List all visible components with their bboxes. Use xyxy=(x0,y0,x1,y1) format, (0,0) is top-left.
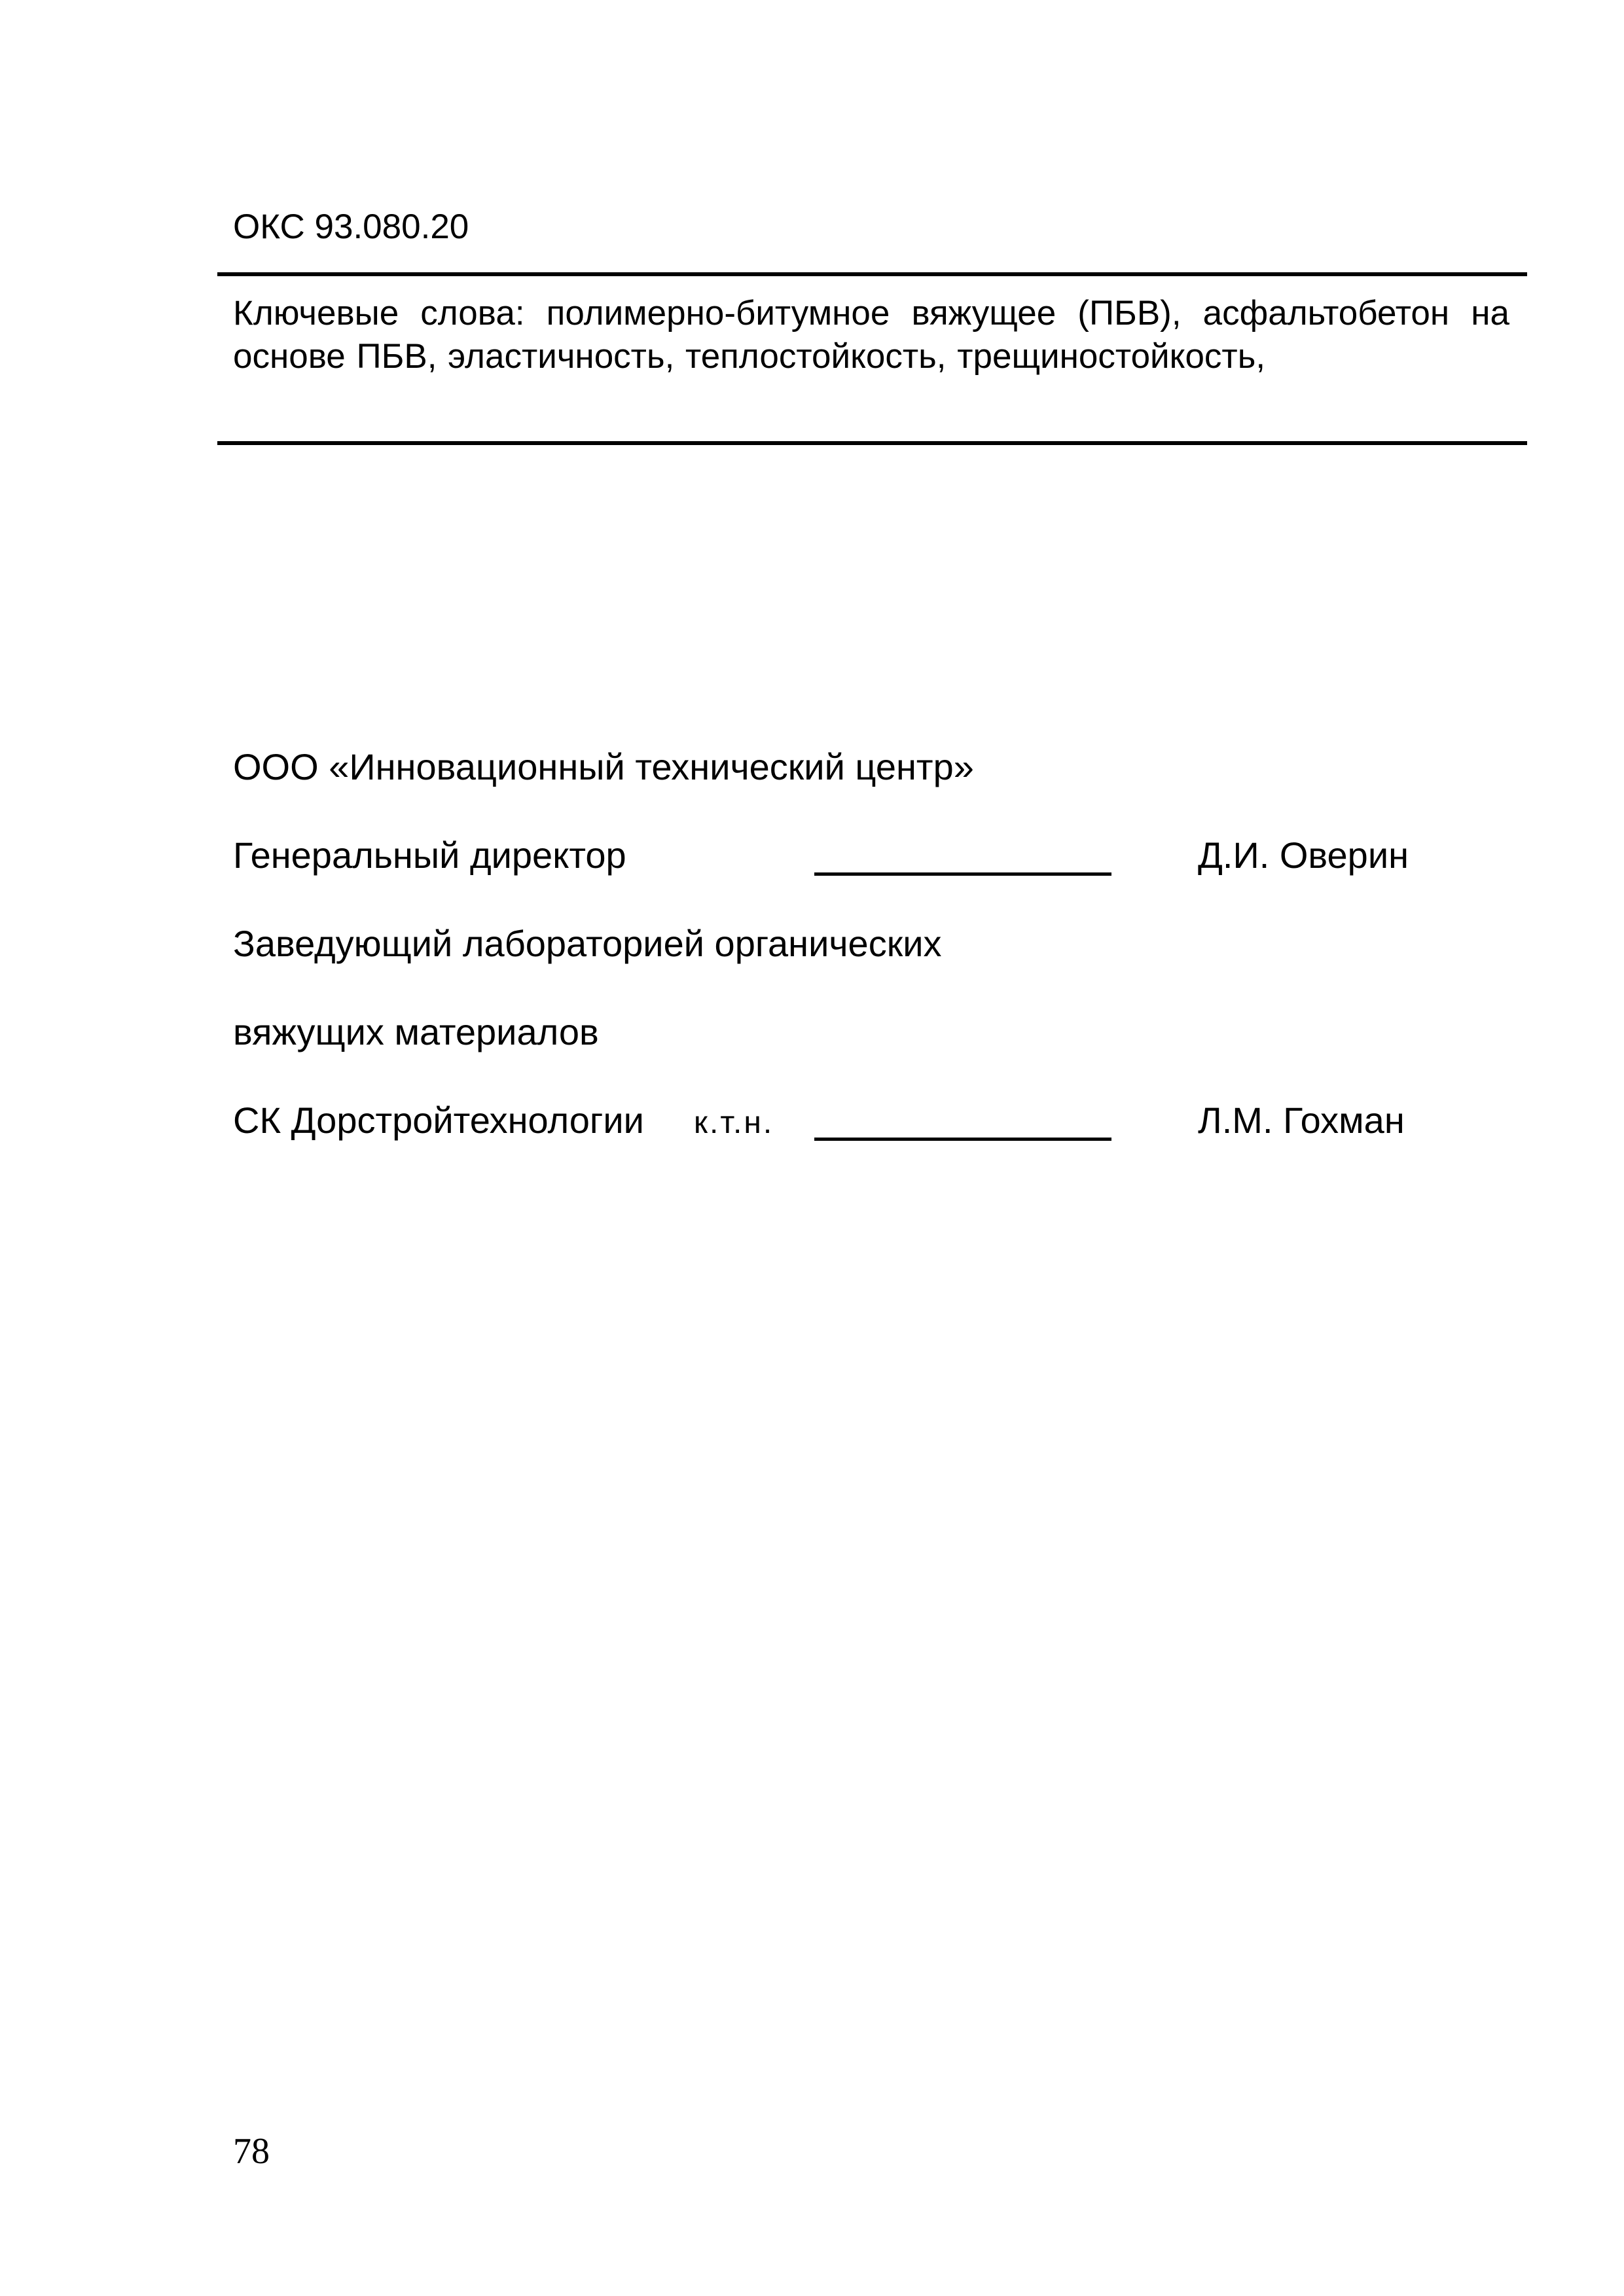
organization-name: ООО «Инновационный технический центр» xyxy=(233,746,974,787)
head-title-line-1: Заведующий лабораторией органических xyxy=(233,923,942,964)
bottom-divider xyxy=(217,441,1527,445)
director-signature-line xyxy=(814,872,1111,876)
head-signature-line xyxy=(814,1138,1111,1141)
director-title: Генеральный директор xyxy=(233,834,626,876)
top-divider xyxy=(217,272,1527,276)
page-number: 78 xyxy=(233,2131,270,2172)
director-name: Д.И. Оверин xyxy=(1198,834,1409,876)
classification-code: ОКС 93.080.20 xyxy=(233,207,469,246)
head-title-line-2: вяжущих материалов xyxy=(233,1011,599,1052)
keywords-paragraph: Ключевые слова: полимерно-битумное вяжущее (ПБВ), асфальтобетон на основе ПБВ, эластичность, теплостойкость, трещиностойкость, xyxy=(233,294,1509,376)
head-title-line-3: СК Дорстройтехнологии xyxy=(233,1100,644,1141)
head-name: Л.М. Гохман xyxy=(1198,1100,1405,1141)
head-degree: к.т.н. xyxy=(694,1105,774,1140)
